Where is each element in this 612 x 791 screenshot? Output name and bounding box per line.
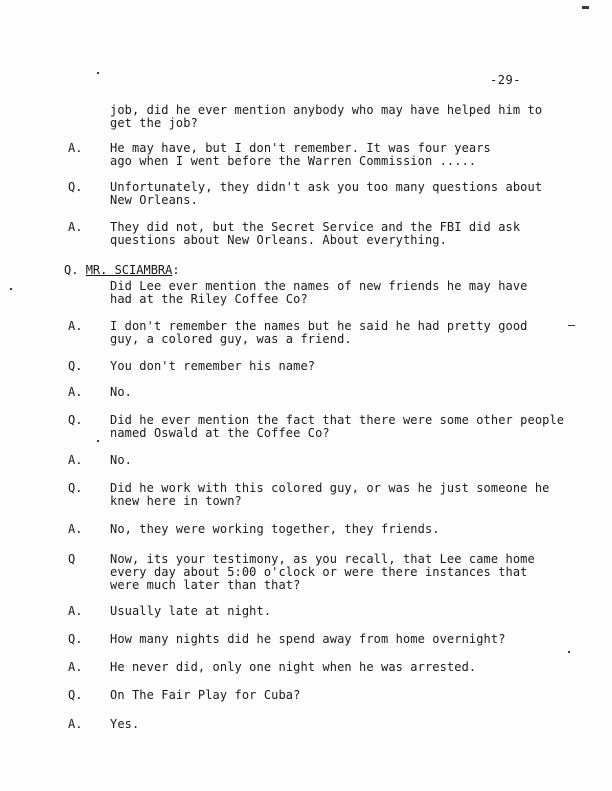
- speaker-label: Q.: [68, 688, 83, 702]
- scan-speck: [97, 72, 99, 74]
- speaker-label: A.: [68, 141, 83, 155]
- answer-text: I don't remember the names but he said he had pretty good guy, a colored guy, was a friend.: [110, 319, 528, 346]
- speaker-label: A.: [68, 453, 83, 467]
- answer-text: No.: [110, 453, 132, 467]
- speaker-label: Q.: [68, 413, 83, 427]
- question-text: Unfortunately, they didn't ask you too many questions about New Orleans.: [110, 180, 543, 207]
- speaker-label: Q.: [68, 632, 83, 646]
- page-number: -29-: [490, 73, 521, 87]
- heading-suffix: :: [172, 263, 180, 277]
- speaker-label: A.: [68, 385, 83, 399]
- examiner-name: MR. SCIAMBRA: [85, 263, 173, 277]
- question-text: On The Fair Play for Cuba?: [110, 688, 301, 702]
- scan-speck: [10, 288, 12, 290]
- examiner-heading: [64, 264, 180, 277]
- speaker-label: Q.: [68, 180, 83, 194]
- scan-speck: [97, 440, 99, 442]
- speaker-label: A.: [68, 604, 83, 618]
- scan-speck: [582, 6, 589, 9]
- speaker-label: A.: [68, 522, 83, 536]
- answer-text: Usually late at night.: [110, 604, 272, 618]
- question-text: Did he ever mention the fact that there were some other people named Oswald at the Coffee Co?: [110, 413, 565, 440]
- scan-speck: [568, 651, 570, 653]
- question-text: You don't remember his name?: [110, 359, 316, 373]
- speaker-label: A.: [68, 319, 83, 333]
- answer-text: No, they were working together, they friends.: [110, 522, 440, 536]
- question-text: Now, its your testimony, as you recall, that Lee came home every day about 5:00 o'clock or were there instances that were much later than that?: [110, 552, 535, 592]
- question-text: How many nights did he spend away from home overnight?: [110, 632, 506, 646]
- speaker-label: A.: [68, 660, 83, 674]
- question-text: Did he work with this colored guy, or was he just someone he knew here in town?: [110, 481, 550, 508]
- speaker-label: A.: [68, 717, 83, 731]
- answer-text: Yes.: [110, 717, 140, 731]
- speaker-label: Q.: [68, 359, 83, 373]
- speaker-label: A.: [68, 220, 83, 234]
- continuation-text: job, did he ever mention anybody who may have helped him to get the job?: [110, 103, 543, 130]
- heading-prefix: Q.: [64, 263, 86, 277]
- answer-text: No.: [110, 385, 132, 399]
- answer-text: They did not, but the Secret Service and the FBI did ask questions about New Orleans. About everything.: [110, 220, 521, 247]
- question-text: Did Lee ever mention the names of new friends he may have had at the Riley Coffee Co?: [110, 279, 528, 306]
- scan-speck: [568, 325, 575, 326]
- speaker-label: Q.: [68, 481, 83, 495]
- answer-text: He may have, but I don't remember. It was four years ago when I went before the Warren Commission .....: [110, 141, 491, 168]
- speaker-label: Q: [68, 552, 76, 566]
- answer-text: He never did, only one night when he was arrested.: [110, 660, 477, 674]
